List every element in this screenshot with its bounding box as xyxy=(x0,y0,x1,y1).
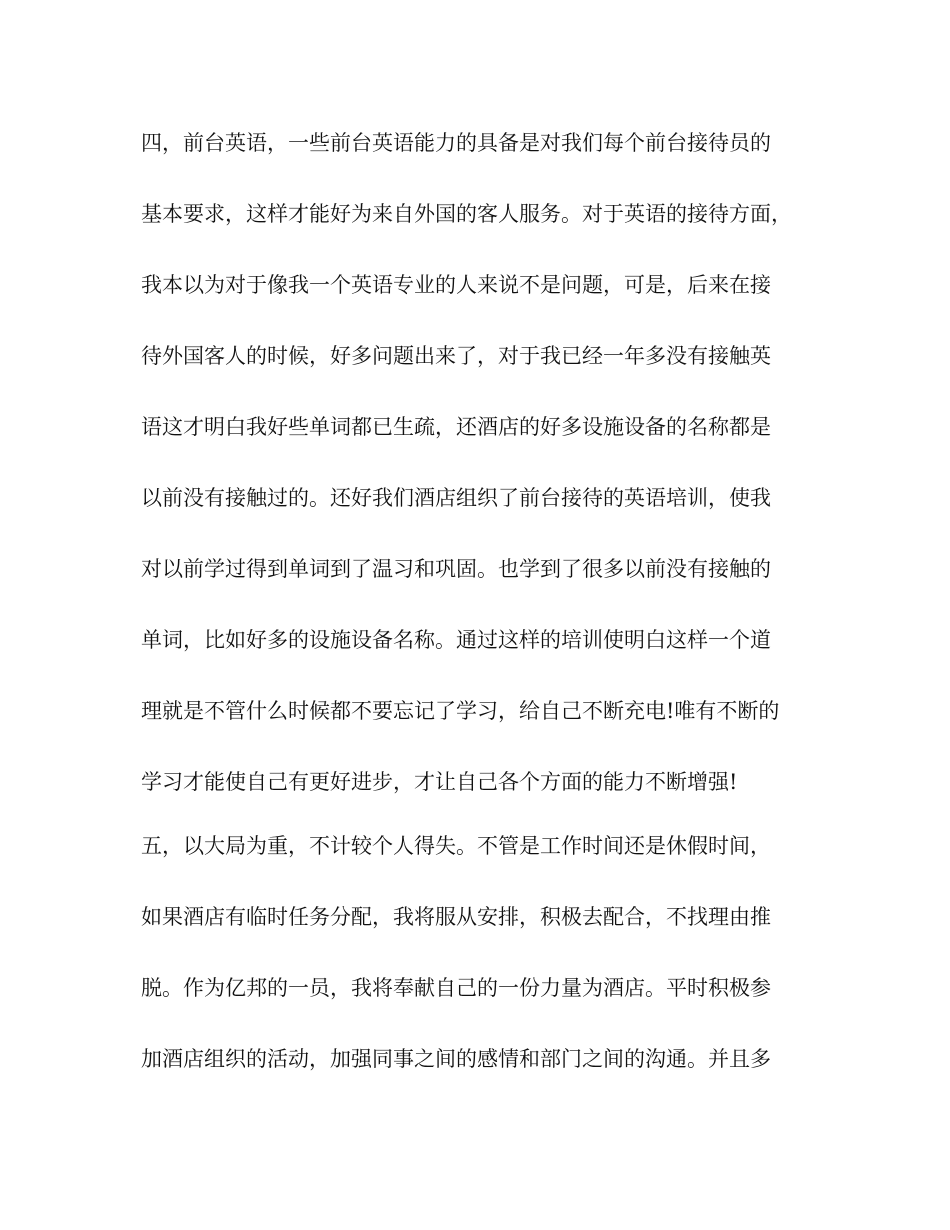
text-line: 五，以大局为重，不计较个人得失。不管是工作时间还是休假时间， xyxy=(141,834,771,858)
text-line: 我本以为对于像我一个英语专业的人来说不是问题，可是，后来在接 xyxy=(141,273,771,297)
text-line: 基本要求，这样才能好为来自外国的客人服务。对于英语的接待方面， xyxy=(141,202,792,226)
text-line: 单词，比如好多的设施设备名称。通过这样的培训使明白这样一个道 xyxy=(141,628,771,652)
text-line: 加酒店组织的活动，加强同事之间的感情和部门之间的沟通。并且多 xyxy=(141,1047,771,1071)
text-line: 语这才明白我好些单词都已生疏，还酒店的好多设施设备的名称都是 xyxy=(141,415,771,439)
text-line: 以前没有接触过的。还好我们酒店组织了前台接待的英语培训，使我 xyxy=(141,486,771,510)
text-line: 如果酒店有临时任务分配，我将服从安排，积极去配合，不找理由推 xyxy=(141,905,771,929)
text-line: 四，前台英语，一些前台英语能力的具备是对我们每个前台接待员的 xyxy=(141,131,771,155)
text-line: 理就是不管什么时候都不要忘记了学习，给自己不断充电!唯有不断的 xyxy=(141,699,780,723)
text-line: 脱。作为亿邦的一员，我将奉献自己的一份力量为酒店。平时积极参 xyxy=(141,976,771,1000)
text-line: 学习才能使自己有更好进步，才让自己各个方面的能力不断增强! xyxy=(141,770,738,794)
text-line: 对以前学过得到单词到了温习和巩固。也学到了很多以前没有接触的 xyxy=(141,557,771,581)
text-line: 待外国客人的时候，好多问题出来了，对于我已经一年多没有接触英 xyxy=(141,344,771,368)
